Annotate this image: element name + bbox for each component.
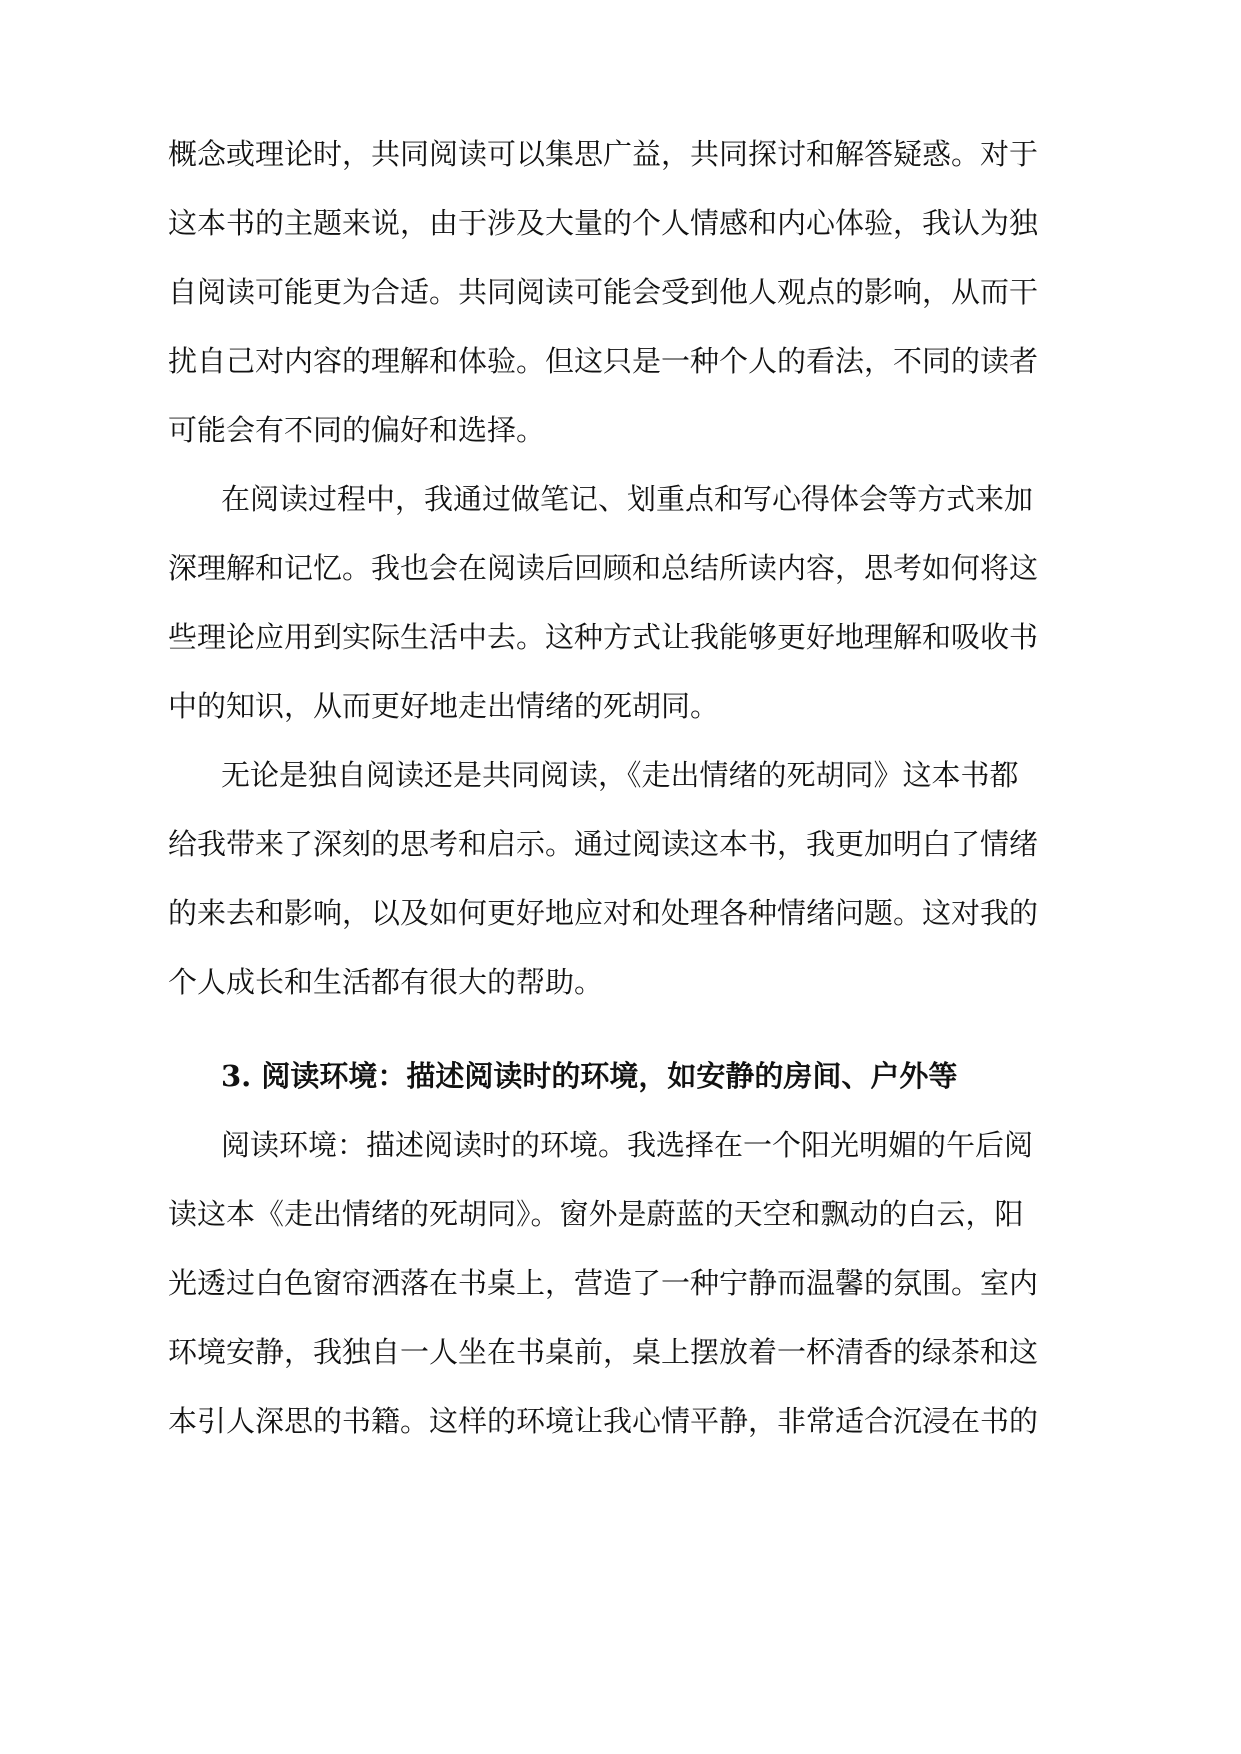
paragraph-line: 扰自己对内容的理解和体验。但这只是一种个人的看法，不同的读者 [168, 344, 1039, 378]
paragraph-line: 概念或理论时，共同阅读可以集思广益，共同探讨和解答疑惑。对于 [168, 137, 1039, 171]
paragraph-line: 无论是独自阅读还是共同阅读，《走出情绪的死胡同》这本书都 [221, 758, 1019, 792]
paragraph-line: 中的知识，从而更好地走出情绪的死胡同。 [168, 689, 720, 723]
paragraph-line: 给我带来了深刻的思考和启示。通过阅读这本书，我更加明白了情绪 [168, 827, 1039, 861]
paragraph-line: 自阅读可能更为合适。共同阅读可能会受到他人观点的影响，从而干 [168, 275, 1039, 309]
paragraph-line: 深理解和记忆。我也会在阅读后回顾和总结所读内容，思考如何将这 [168, 551, 1039, 585]
paragraph-line: 个人成长和生活都有很大的帮助。 [168, 965, 604, 999]
paragraph-line: 在阅读过程中，我通过做笔记、划重点和写心得体会等方式来加 [221, 482, 1034, 516]
paragraph-line: 读这本《走出情绪的死胡同》。窗外是蔚蓝的天空和飘动的白云，阳 [168, 1197, 1024, 1231]
paragraph-line: 这本书的主题来说，由于涉及大量的个人情感和内心体验，我认为独 [168, 206, 1039, 240]
paragraph-line: 环境安静，我独自一人坐在书桌前，桌上摆放着一杯清香的绿茶和这 [168, 1335, 1039, 1369]
paragraph-line: 阅读环境：描述阅读时的环境。我选择在一个阳光明媚的午后阅 [221, 1128, 1034, 1162]
paragraph-line: 些理论应用到实际生活中去。这种方式让我能够更好地理解和吸收书 [168, 620, 1039, 654]
paragraph-line: 的来去和影响，以及如何更好地应对和处理各种情绪问题。这对我的 [168, 896, 1039, 930]
section-heading: 3. 阅读环境：描述阅读时的环境，如安静的房间、户外等 [221, 1059, 958, 1093]
paragraph-line: 可能会有不同的偏好和选择。 [168, 413, 546, 447]
paragraph-line: 本引人深思的书籍。这样的环境让我心情平静，非常适合沉浸在书的 [168, 1404, 1039, 1438]
paragraph-line: 光透过白色窗帘洒落在书桌上，营造了一种宁静而温馨的氛围。室内 [168, 1266, 1039, 1300]
